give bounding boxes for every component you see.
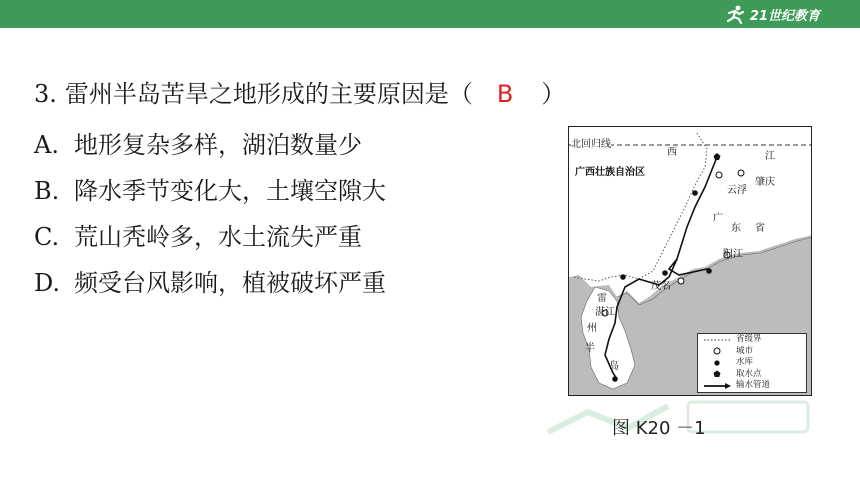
map-label-ban: 半	[585, 343, 595, 354]
header-bar	[0, 0, 860, 28]
figure-caption: 图 K20 －1	[612, 418, 706, 439]
map-label-lei: 雷	[597, 293, 607, 304]
reservoir	[620, 274, 626, 280]
map-label-yangjiang: 阳江	[723, 249, 743, 260]
option-text: 地形复杂多样，湖泊数量少	[74, 131, 362, 159]
option-letter: A.	[34, 131, 59, 159]
option-b[interactable]	[34, 168, 386, 214]
reservoir	[706, 268, 712, 274]
map-legend	[697, 333, 807, 393]
option-text: 荒山秃岭多，水土流失严重	[74, 223, 362, 251]
option-d[interactable]	[34, 260, 386, 306]
option-letter: C.	[34, 223, 60, 251]
arrow-line-icon	[702, 381, 732, 391]
option-letter: D.	[34, 269, 61, 297]
reservoir	[662, 270, 668, 276]
option-c[interactable]	[34, 214, 386, 260]
option-letter: B.	[34, 177, 60, 205]
map-label-maoming: 茂名	[651, 281, 671, 292]
legend-label: 城市	[736, 345, 754, 356]
option-text: 频受台风影响，植被破坏严重	[74, 269, 386, 297]
map-label-zhou: 州	[587, 323, 597, 334]
map-label-tropic: 北回归线	[571, 139, 611, 150]
map-label-dao: 岛	[609, 361, 619, 372]
province-boundary	[573, 133, 707, 281]
pentagon-icon	[702, 369, 732, 379]
runner-logo-icon	[724, 4, 746, 24]
legend-label: 省级界	[736, 334, 762, 345]
city-marker	[738, 170, 744, 176]
option-text: 降水季节变化大，土壤空隙大	[74, 177, 386, 205]
question-stem	[34, 76, 565, 112]
legend-item	[698, 380, 806, 392]
answer-text: B	[496, 80, 514, 108]
option-a[interactable]	[34, 122, 386, 168]
legend-item	[698, 369, 806, 381]
city-marker	[716, 172, 722, 178]
question-number: 3.	[34, 80, 57, 108]
open-circle-icon	[702, 346, 732, 356]
map-label-sheng: 省	[755, 223, 765, 234]
reservoir	[612, 376, 618, 382]
site-logo	[724, 3, 820, 25]
legend-item	[698, 334, 806, 346]
logo-text: 21世纪教育	[749, 8, 820, 24]
map-label-xi: 西	[667, 147, 677, 158]
legend-label: 输水管道	[736, 380, 771, 391]
map-label-dong: 东	[731, 223, 741, 234]
map-label-jiang: 江	[765, 151, 775, 162]
legend-item	[698, 357, 806, 369]
question-close-paren: ）	[541, 80, 566, 108]
map-label-yunfu: 云浮	[727, 185, 747, 196]
legend-label: 取水点	[736, 368, 762, 379]
filled-dot-icon	[702, 358, 732, 368]
map-figure	[568, 126, 812, 396]
intake-point	[714, 153, 721, 160]
legend-item	[698, 346, 806, 358]
question-text: 雷州半岛苦旱之地形成的主要原因是（	[64, 80, 473, 108]
dotted-line-icon	[702, 335, 732, 345]
map-label-guangxi: 广西壮族自治区	[575, 167, 645, 178]
map-label-guangdong: 广	[713, 213, 723, 224]
legend-label: 水库	[736, 357, 754, 368]
answer-options	[34, 122, 386, 306]
map-label-zhanjiang: 湛江	[595, 307, 615, 318]
map-label-zhaoqing: 肇庆	[755, 177, 775, 188]
city-marker	[678, 278, 684, 284]
reservoir	[692, 190, 698, 196]
